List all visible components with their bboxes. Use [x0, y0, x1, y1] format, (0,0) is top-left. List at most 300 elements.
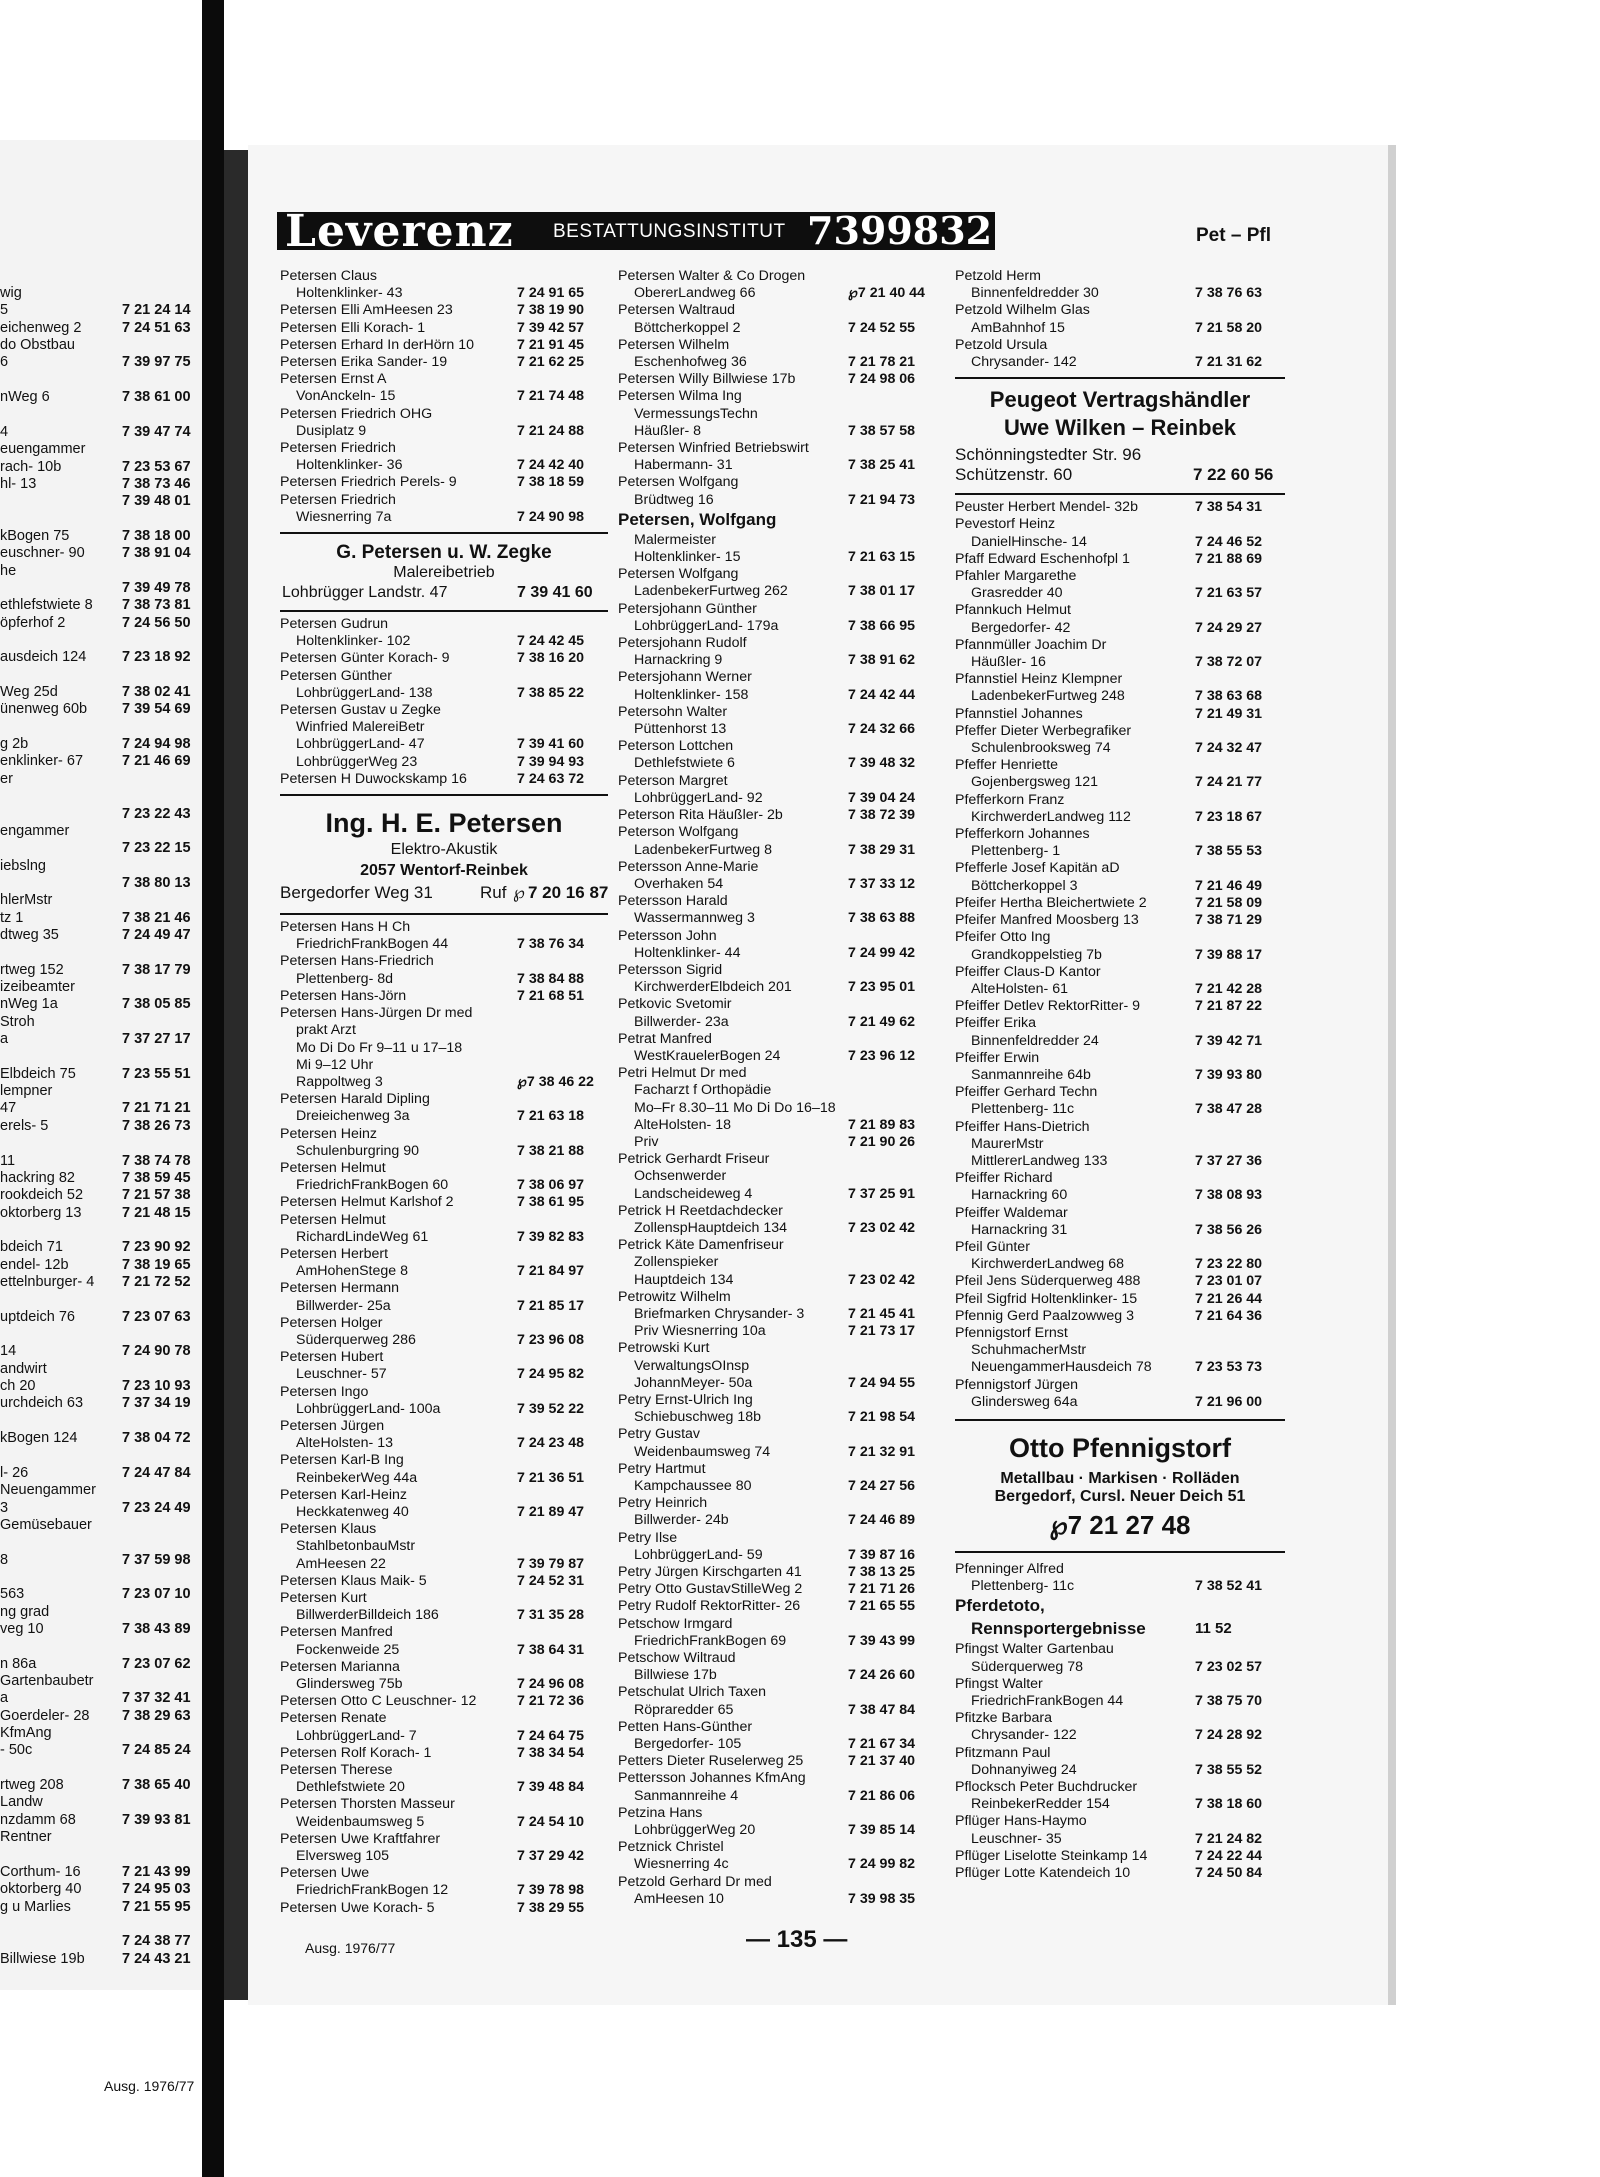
listing-name: Ochsenwerder: [634, 1168, 727, 1185]
listing-name: LadenbekerFurtweg 248: [971, 688, 1125, 705]
listing-name: SchuhmacherMstr: [971, 1342, 1087, 1359]
listing-name: Petersen Gudrun: [280, 616, 389, 633]
left-listing-phone: 7 39 48 01: [122, 493, 191, 510]
column-3-listings: [955, 268, 1285, 371]
listing-phone: 7 21 68 51: [517, 987, 585, 1004]
listing-name: ObererLandweg 66: [634, 285, 756, 302]
listing-phone: 7 21 32 91: [848, 1443, 916, 1460]
listing-name: Fockenweide 25: [296, 1641, 400, 1658]
left-listing-phone: 7 39 93 81: [122, 1811, 191, 1828]
listing-phone: 7 39 93 80: [1195, 1066, 1263, 1083]
left-listing-text: Weg 25d: [0, 684, 58, 701]
listing-phone: 7 21 62 25: [517, 354, 585, 371]
listing-entry: [955, 1618, 1285, 1641]
listing-name: Peterson Wolfgang: [618, 824, 739, 841]
listing-name: Brüdtweg 16: [634, 491, 714, 508]
listing-entry: [280, 1332, 608, 1349]
listing-phone: 7 21 84 97: [517, 1263, 585, 1280]
listing-name: Petry Ernst-Ulrich Ing: [618, 1392, 753, 1408]
listing-phone: 7 39 04 24: [848, 789, 916, 806]
listing-name: Hauptdeich 134: [634, 1271, 734, 1288]
listing-entry: [618, 457, 942, 474]
listing-entry: [280, 702, 608, 719]
listing-name: Pfingst Walter: [955, 1675, 1043, 1692]
listing-name: AmHeesen 22: [296, 1555, 386, 1572]
listing-entry: [618, 910, 942, 927]
listing-name: Peterson Rita Häußler- 2b: [618, 807, 783, 824]
listing-entry: [955, 1848, 1285, 1865]
listing-phone: 7 21 71 26: [848, 1581, 916, 1598]
listing-name: Petersen Hans-Jürgen Dr med: [280, 1005, 473, 1022]
listing-name: Bergedorfer- 105: [634, 1736, 742, 1753]
listing-name: FriedrichFrankBogen 12: [296, 1882, 449, 1899]
listing-entry: [618, 996, 942, 1013]
listing-name: LohbrüggerWeg 20: [634, 1822, 756, 1839]
listing-name: Elversweg 105: [296, 1848, 390, 1865]
listing-name: Petersen, Wolfgang: [618, 509, 777, 529]
listing-name: Pfeiffer Detlev RektorRitter- 9: [955, 998, 1141, 1015]
listing-phone: 7 38 64 31: [517, 1641, 585, 1658]
listing-name: Petersen Hans-Jörn: [280, 987, 407, 1004]
left-listing-phone: 7 24 43 21: [122, 1950, 191, 1967]
listing-name: Mo Di Do Fr 9–11 u 17–18: [296, 1039, 463, 1056]
listing-entry: [280, 1470, 608, 1487]
listing-name: Pfefferkorn Franz: [955, 791, 1065, 808]
listing-entry: [618, 1237, 942, 1254]
listing-phone: 7 21 26 44: [1195, 1290, 1263, 1307]
listing-entry: [280, 423, 608, 440]
listing-name: Pfennig Gerd Paalzowweg 3: [955, 1307, 1135, 1324]
otto-ad-phone: ℘7 21 27 48: [1049, 1509, 1191, 1540]
left-listing-phone: 7 21 43 99: [122, 1863, 191, 1880]
listing-phone: 7 21 96 00: [1195, 1393, 1263, 1410]
listing-entry: [955, 1308, 1285, 1325]
left-listing-text: do Obstbau: [0, 337, 75, 354]
listing-name: Pfannstiel Heinz Klempner: [955, 671, 1123, 688]
listing-name: Briefmarken Chrysander- 3: [634, 1305, 805, 1322]
listing-phone: 7 38 63 68: [1195, 688, 1263, 705]
listing-entry: [280, 1659, 608, 1676]
zegke-ad-phone: 7 39 41 60: [517, 584, 593, 602]
listing-entry: [955, 1659, 1285, 1676]
listing-name: ZollenspHauptdeich 134: [634, 1219, 788, 1236]
left-listing-text: a: [0, 1690, 9, 1707]
listing-name: Petersen Wilma Ing: [618, 388, 742, 405]
listing-phone: 7 39 48 84: [517, 1779, 585, 1796]
listing-name: Petersen Ernst A: [280, 371, 387, 388]
listing-name: Leuschner- 35: [971, 1830, 1062, 1847]
listing-phone: 7 23 01 07: [1195, 1273, 1263, 1290]
listing-entry: [955, 947, 1285, 964]
otto-ad-name: Otto Pfennigstorf: [1009, 1432, 1231, 1463]
listing-entry: [618, 1409, 942, 1426]
left-listing-phone: 7 24 47 84: [122, 1464, 191, 1481]
listing-name: Petersen Klaus: [280, 1521, 377, 1538]
listing-entry: [280, 1728, 608, 1745]
listing-entry: [618, 474, 942, 491]
listing-phone: 7 24 54 10: [517, 1813, 585, 1830]
listing-entry: [618, 738, 942, 755]
peugeot-ad-address-2: Schützenstr. 60: [955, 465, 1073, 485]
left-listing-phone: 7 38 29 63: [122, 1707, 191, 1724]
left-listing-phone: 7 23 90 92: [122, 1239, 191, 1256]
listing-entry: [955, 637, 1285, 654]
listing-entry: [618, 1564, 942, 1581]
listing-name: Pfaff Edward Eschenhofpl 1: [955, 550, 1130, 567]
listing-entry: [955, 337, 1285, 354]
peugeot-ad-address-1: Schönningstedter Str. 96: [955, 445, 1142, 465]
left-listing-text: euschner- 90: [0, 545, 85, 562]
listing-name: LadenbekerFurtweg 8: [634, 841, 773, 858]
listing-phone: 7 38 47 28: [1195, 1101, 1263, 1118]
listing-name: Dethlefstwiete 6: [634, 755, 735, 772]
listing-phone: 7 24 21 77: [1195, 774, 1263, 791]
listing-entry: [955, 809, 1285, 826]
listing-entry: [280, 474, 608, 491]
listing-phone: 7 24 29 27: [1195, 619, 1263, 636]
listing-entry: [618, 876, 942, 893]
listing-entry: [618, 1461, 942, 1478]
listing-entry: [955, 1050, 1285, 1067]
listing-name: Pfeil Günter: [955, 1238, 1030, 1255]
listing-entry: [955, 1222, 1285, 1239]
listing-name: Petri Helmut Dr med: [618, 1065, 747, 1082]
listing-name: LohbrüggerLand- 92: [634, 789, 763, 806]
left-listing-phone: 7 24 95 03: [122, 1881, 191, 1898]
listing-entry: [955, 1710, 1285, 1727]
listing-phone: 7 21 90 26: [848, 1133, 916, 1150]
left-listing-text: a: [0, 1031, 9, 1048]
left-listing-text: g u Marlies: [0, 1898, 71, 1915]
listing-name: FriedrichFrankBogen 44: [971, 1693, 1124, 1709]
listing-name: Petersen Helmut: [280, 1159, 386, 1176]
listing-name: Wiesnerring 7a: [296, 508, 392, 525]
listing-name: Pfeil Sigfrid Holtenklinker- 15: [955, 1290, 1138, 1307]
listing-entry: [618, 1289, 942, 1306]
listing-name: Petersen Helmut: [280, 1211, 386, 1228]
listing-name: Petry Rudolf RektorRitter- 26: [618, 1598, 801, 1615]
listing-name: Bergedorfer- 42: [971, 619, 1071, 636]
listing-phone: 7 24 52 55: [848, 319, 916, 336]
listing-name: Eschenhofweg 36: [634, 354, 747, 371]
listing-phone: 7 23 22 80: [1195, 1256, 1263, 1273]
listing-name: Billwerder- 25a: [296, 1297, 391, 1314]
listing-phone: 7 39 82 83: [517, 1228, 585, 1245]
listing-phone: 7 39 87 16: [848, 1546, 916, 1563]
listing-entry: [618, 1684, 942, 1701]
listing-name: Weidenbaumsweg 5: [296, 1813, 425, 1830]
listing-name: AlteHolsten- 61: [971, 980, 1068, 997]
listing-name: Schulenbrooksweg 74: [971, 740, 1111, 757]
listing-name: Billwerder- 24b: [634, 1512, 729, 1529]
left-listing-phone: 7 21 46 69: [122, 753, 191, 770]
listing-name: Süderquerweg 78: [971, 1658, 1084, 1675]
listing-entry: [618, 928, 942, 945]
left-listing-text: veg 10: [0, 1620, 44, 1637]
listing-entry: [280, 936, 608, 953]
left-listing-text: Rentner: [0, 1829, 52, 1846]
left-listing-text: tz 1: [0, 909, 24, 926]
listing-name: Malermeister: [634, 531, 716, 548]
listing-entry: [955, 826, 1285, 843]
listing-entry: [955, 1745, 1285, 1762]
left-page-footer: Ausg. 1976/77: [104, 2078, 195, 2094]
listing-phone: 7 38 72 39: [848, 807, 916, 824]
listing-name: Petersen Klaus Maik- 5: [280, 1572, 427, 1589]
listing-name: Dohnanyiweg 24: [971, 1761, 1077, 1778]
listing-entry: [618, 1495, 942, 1512]
listing-name: ReinbekerRedder 154: [971, 1796, 1110, 1813]
listing-name: VerwaltungsOInsp: [634, 1357, 750, 1374]
listing-phone: 7 37 27 36: [1195, 1152, 1263, 1169]
left-listing-phone: 7 23 24 49: [122, 1499, 191, 1516]
listing-name: Binnenfeldredder 30: [971, 285, 1099, 302]
ing-petersen-ad: [280, 794, 608, 907]
listing-name: Petersen Friedrich OHG: [280, 405, 433, 422]
listing-name: Petry Jürgen Kirschgarten 41: [618, 1564, 802, 1581]
listing-phone: 7 38 01 17: [848, 583, 916, 600]
listing-entry: [618, 371, 942, 388]
listing-name: Petersen Thorsten Masseur: [280, 1796, 455, 1813]
listing-entry: [618, 509, 942, 532]
zegke-ad-name: G. Petersen u. W. Zegke: [336, 542, 552, 564]
left-listing-text: engammer: [0, 822, 70, 839]
listing-entry: [955, 499, 1285, 516]
listing-name: Schulenburgring 90: [296, 1142, 420, 1159]
listing-name: Glindersweg 64a: [971, 1393, 1078, 1410]
listing-phone: 7 24 42 44: [848, 686, 916, 703]
listing-entry: [618, 583, 942, 600]
listing-phone: 7 24 63 72: [517, 770, 585, 787]
listing-entry: [955, 1796, 1285, 1813]
listing-name: AmHohenStege 8: [296, 1263, 408, 1280]
listing-phone: 7 21 24 88: [517, 422, 585, 439]
listing-entry: [618, 1736, 942, 1753]
listing-phone: 7 38 19 90: [517, 302, 585, 319]
left-listing-text: dtweg 35: [0, 926, 59, 943]
left-listing-text: kBogen 75: [0, 527, 70, 544]
listing-entry: [955, 860, 1285, 877]
column-2-listings: [618, 268, 942, 1908]
listing-name: Petersen Günther: [280, 667, 392, 684]
listing-entry: [618, 1220, 942, 1237]
listing-entry: [280, 1160, 608, 1177]
right-page-footer: Ausg. 1976/77: [305, 1940, 396, 1956]
left-listing-text: hl- 13: [0, 475, 37, 492]
left-listing-phone: 7 23 07 10: [122, 1586, 191, 1603]
listing-phone: 7 21 98 54: [848, 1409, 916, 1426]
listing-entry: [618, 790, 942, 807]
listing-entry: [955, 1239, 1285, 1256]
listing-name: Pfannmüller Joachim Dr: [955, 636, 1107, 653]
listing-entry: [280, 1126, 608, 1143]
listing-entry: [955, 774, 1285, 791]
listing-name: LohbrüggerWeg 23: [296, 753, 418, 770]
left-listing-text: rach- 10b: [0, 458, 62, 475]
left-listing-phone: 7 38 21 46: [122, 909, 191, 926]
listing-phone: 7 24 32 66: [848, 721, 916, 738]
listing-entry: [618, 566, 942, 583]
left-listing-text: endel- 12b: [0, 1256, 69, 1273]
listing-phone: 7 39 94 93: [517, 753, 585, 770]
listing-phone: 7 38 08 93: [1195, 1187, 1263, 1204]
listing-name: Leuschner- 57: [296, 1366, 387, 1383]
listing-phone: 7 24 23 48: [517, 1435, 585, 1452]
listing-entry: [955, 964, 1285, 981]
listing-entry: [280, 1384, 608, 1401]
listing-name: Chrysander- 122: [971, 1727, 1077, 1744]
listing-name: Petersen Jürgen: [280, 1417, 385, 1434]
listing-name: Billwerder- 23a: [634, 1013, 729, 1030]
listing-name: Petersen Herbert: [280, 1245, 389, 1262]
listing-entry: [618, 285, 942, 302]
left-listing-text: oktorberg 13: [0, 1204, 82, 1221]
listing-name: LohbrüggerLand- 138: [296, 684, 433, 701]
left-listing-text: he: [0, 562, 17, 579]
listing-name: Pfeiffer Waldemar: [955, 1204, 1068, 1221]
listing-entry: [955, 1727, 1285, 1744]
left-listing-phone: 7 38 61 00: [122, 389, 191, 406]
listing-entry: [618, 842, 942, 859]
listing-entry: [280, 509, 608, 526]
listing-entry: [618, 532, 942, 549]
listing-entry: [955, 1291, 1285, 1308]
left-listing-phone: 7 37 32 41: [122, 1690, 191, 1707]
listing-entry: [618, 1633, 942, 1650]
left-listing-text: eichenweg 2: [0, 319, 82, 336]
listing-name: Holtenklinker- 15: [634, 549, 741, 566]
listing-name: Petersen Holger: [280, 1314, 383, 1331]
listing-entry: [618, 1168, 942, 1185]
listing-entry: [618, 1856, 942, 1873]
listing-phone: 7 21 37 40: [848, 1753, 916, 1770]
listing-entry: [280, 1194, 608, 1211]
listing-name: LohbrüggerLand- 59: [634, 1546, 763, 1563]
listing-name: Petersen Uwe: [280, 1865, 370, 1882]
listing-name: Plettenberg- 11c: [971, 1578, 1075, 1595]
listing-entry: [955, 1394, 1285, 1411]
left-listing-text: euengammer: [0, 441, 86, 458]
listing-name: MittlererLandweg 133: [971, 1152, 1108, 1169]
listing-name: Häußler- 8: [634, 422, 702, 439]
listing-phone: 7 38 56 26: [1195, 1221, 1263, 1238]
left-listing-text: iebslng: [0, 857, 46, 874]
listing-phone: 7 39 88 17: [1195, 946, 1263, 963]
listing-name: Mi 9–12 Uhr: [296, 1056, 374, 1073]
listing-phone: 7 24 46 89: [848, 1512, 916, 1529]
listing-name: Holtenklinker- 36: [296, 457, 403, 474]
left-listing-text: ünenweg 60b: [0, 701, 88, 718]
listing-entry: [280, 1401, 608, 1418]
left-listing-text: 47: [0, 1100, 17, 1117]
listing-entry: [280, 371, 608, 388]
listing-entry: [280, 1349, 608, 1366]
listing-name: VermessungsTechn: [634, 405, 758, 422]
listing-entry: [618, 1117, 942, 1134]
listing-phone: 7 38 25 41: [848, 457, 916, 474]
otto-ad-line1: Metallbau · Markisen · Rolläden: [1000, 1469, 1240, 1487]
left-listing-phone: 7 23 55 51: [122, 1065, 191, 1082]
listing-phone: 7 38 47 84: [848, 1701, 916, 1718]
left-listing-text: bdeich 71: [0, 1239, 63, 1256]
left-listing-text: ethlefstwiete 8: [0, 597, 93, 614]
listing-entry: [618, 893, 942, 910]
left-listing-phone: 7 23 10 93: [122, 1378, 191, 1395]
listing-name: Pfeiffer Gerhard Techn: [955, 1084, 1098, 1101]
listing-name: RichardLindeWeg 61: [296, 1228, 429, 1245]
listing-name: Gojenbergsweg 121: [971, 774, 1098, 791]
listing-name: Petersen Elli Korach- 1: [280, 319, 426, 336]
listing-phone: 7 38 57 58: [848, 422, 916, 439]
listing-entry: [280, 1538, 608, 1555]
listing-entry: [618, 1048, 942, 1065]
listing-name: Petersjohann Werner: [618, 669, 752, 686]
leverenz-banner-ad: [277, 206, 995, 257]
listing-phone: 7 39 85 14: [848, 1822, 916, 1839]
left-listing-text: uptdeich 76: [0, 1308, 75, 1325]
left-listing-text: 11: [0, 1152, 16, 1169]
listing-phone: 7 23 53 73: [1195, 1359, 1263, 1376]
listing-name: Püttenhorst 13: [634, 721, 727, 738]
listing-entry: [280, 650, 608, 667]
listing-phone: 7 21 49 31: [1195, 705, 1263, 722]
listing-name: Petersen Harald Dipling: [280, 1091, 430, 1108]
listing-name: Petrick Gerhardt Friseur: [618, 1151, 770, 1168]
listing-name: Petzold Wilhelm Glas: [955, 302, 1090, 319]
listing-entry: [955, 268, 1285, 285]
listing-phone: 7 21 85 17: [517, 1297, 585, 1314]
listing-entry: [618, 440, 942, 457]
listing-entry: [955, 320, 1285, 337]
peugeot-ad-phone: 7 22 60 56: [1193, 465, 1274, 485]
listing-phone: 7 38 29 31: [848, 841, 916, 858]
listing-phone: 7 38 76 63: [1195, 285, 1263, 302]
listing-entry: [955, 671, 1285, 688]
listing-entry: [280, 668, 608, 685]
listing-entry: [280, 1366, 608, 1383]
listing-phone: 7 21 45 41: [848, 1305, 916, 1322]
listing-name: Weidenbaumsweg 74: [634, 1443, 771, 1460]
listing-entry: [955, 534, 1285, 551]
listing-name: Petersjohann Rudolf: [618, 635, 747, 652]
listing-entry: [955, 1205, 1285, 1222]
listing-entry: [618, 1031, 942, 1048]
listing-entry: [618, 423, 942, 440]
listing-phone: 7 21 46 49: [1195, 877, 1263, 894]
listing-name: KirchwerderLandweg 112: [971, 808, 1131, 825]
listing-name: Pfeiffer Claus-D Kantor: [955, 963, 1101, 980]
listing-entry: [618, 1891, 942, 1908]
listing-phone: 7 31 35 28: [517, 1607, 585, 1624]
listing-name: Petersen Friedrich: [280, 491, 396, 508]
left-listing-text: 6: [0, 354, 9, 371]
listing-name: Petersen Erika Sander- 19: [280, 354, 448, 371]
listing-entry: [955, 1119, 1285, 1136]
listing-entry: [618, 1358, 942, 1375]
left-listing-phone: 7 21 55 95: [122, 1898, 191, 1915]
listing-phone: 7 38 71 29: [1195, 912, 1263, 929]
column-1-listings-c: [280, 919, 608, 1917]
listing-entry: [280, 971, 608, 988]
listing-name: Pfahler Margarethe: [955, 568, 1077, 585]
listing-phone: 7 21 72 36: [517, 1693, 585, 1710]
listing-entry: [618, 962, 942, 979]
left-listing-phone: 7 39 47 74: [122, 423, 191, 440]
listing-name: Petry Otto GustavStilleWeg 2: [618, 1581, 803, 1598]
listing-name: Plettenberg- 11c: [971, 1101, 1075, 1118]
listing-phone: 7 24 99 42: [848, 944, 916, 961]
listing-entry: [955, 706, 1285, 723]
